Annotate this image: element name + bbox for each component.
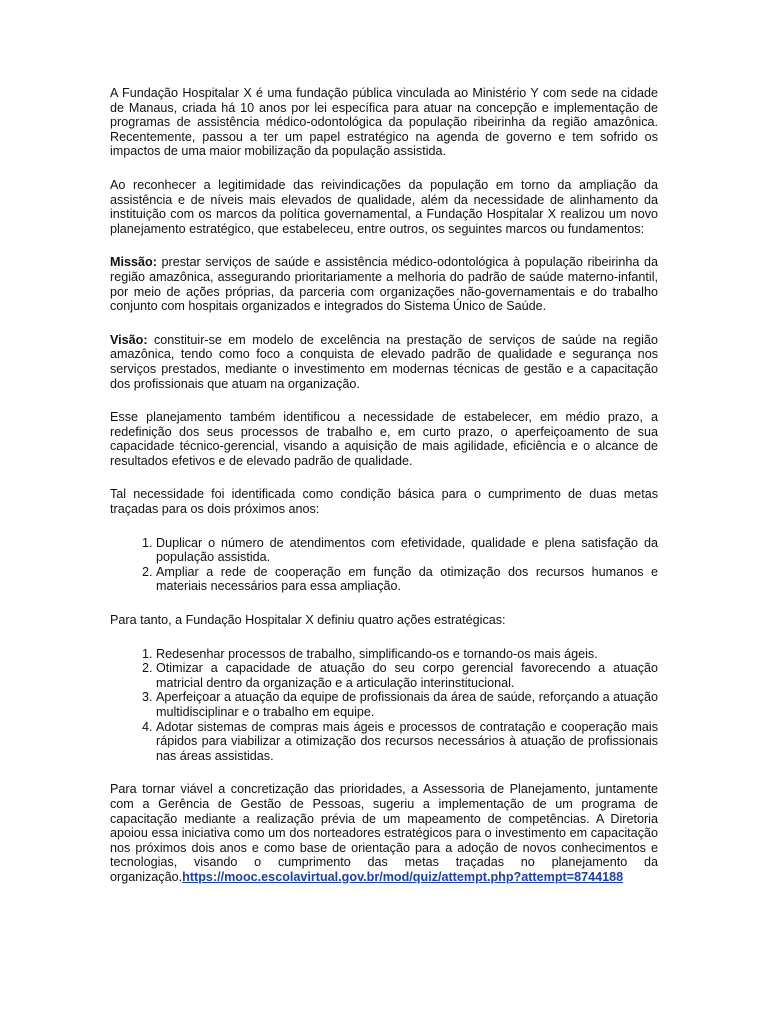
goals-list xyxy=(110,536,658,594)
list-item: 2. Otimizar a capacidade de atuação do seu corpo gerencial favorecendo a atuação matricial dentro da organização e a articulação interinstitucional. xyxy=(156,661,658,690)
vision-text: constituir-se em modelo de excelência na prestação de serviços de saúde na região amazônica, tendo como foco a conquista de elevado padrão de qualidade e segurança nos serviços prestados, mediante o investimento em modernas técnicas de gestão e a capacitação dos profissionais que atuam na organização. xyxy=(110,332,658,391)
actions-intro-paragraph: Para tanto, a Fundação Hospitalar X definiu quatro ações estratégicas: xyxy=(110,613,506,628)
mission-label: Missão: xyxy=(110,255,157,270)
list-item: 1. Duplicar o número de atendimentos com efetividade, qualidade e plena satisfação da população assistida. xyxy=(156,536,658,565)
goals-intro-paragraph: Tal necessidade foi identificada como condição básica para o cumprimento de duas metas traçadas para os dois próximos anos: xyxy=(110,487,658,517)
list-item: 3. Aperfeiçoar a atuação da equipe de profissionais da área de saúde, reforçando a atuação multidisciplinar e o trabalho em equipe. xyxy=(156,690,658,719)
document-body xyxy=(110,86,658,904)
list-item: 2. Ampliar a rede de cooperação em função da otimização dos recursos humanos e materiais necessários para essa ampliação. xyxy=(156,565,658,594)
list-item: 4. Adotar sistemas de compras mais ágeis e processos de contratação e cooperação mais rápidos para viabilizar a otimização dos recursos necessários à atuação de profissionais nas áreas assistidas. xyxy=(156,720,658,764)
vision-label: Visão: xyxy=(110,332,148,347)
actions-list xyxy=(110,647,658,764)
planning-paragraph: Ao reconhecer a legitimidade das reivindicações da população em torno da ampliação da assistência e de níveis mais elevados de qualidade, além da necessidade de alinhamento da instituição com os marcos da política governamental, a Fundação Hospitalar X realizou um novo planejamento estratégico, que estabeleceu, entre outros, os seguintes marcos ou fundamentos: xyxy=(110,177,658,236)
mission-paragraph xyxy=(110,255,658,313)
closing-text: Para tornar viável a concretização das prioridades, a Assessoria de Planejamento, juntamente com a Gerência de Gestão de Pessoas, sugeriu a implementação de um programa de capacitação mediante a realização prévia de um mapeamento de competências. A Diretoria apoiou essa iniciativa como um dos norteadores estratégicos para o investimento em capacitação nos próximos dois anos e como base de orientação para a adoção de novos conhecimentos e tecnologias, visando o cumprimento das metas traçadas no planejamento da organização. xyxy=(110,782,658,884)
list-item: 1. Redesenhar processos de trabalho, simplificando-os e tornando-os mais ágeis. xyxy=(156,647,658,662)
needs-paragraph: Esse planejamento também identificou a necessidade de estabelecer, em médio prazo, a redefinição dos seus processos de trabalho e, em curto prazo, o aperfeiçoamento de sua capacidade técnico-gerencial, visando a aquisição de mais agilidade, eficiência e o alcance de resultados efetivos e de elevado padrão de qualidade. xyxy=(110,410,658,468)
attempt-link[interactable]: https://mooc.escolavirtual.gov.br/mod/quiz/attempt.php?attempt=8744188 xyxy=(182,869,624,884)
intro-paragraph: A Fundação Hospitalar X é uma fundação pública vinculada ao Ministério Y com sede na cidade de Manaus, criada há 10 anos por lei específica para atuar na concepção e implementação de programas de assistência médico-odontológica da população ribeirinha da região amazônica. Recentemente, passou a ter um papel estratégico na agenda de governo e tem sofrido os impactos de uma maior mobilização da população assistida. xyxy=(110,86,658,159)
mission-text: prestar serviços de saúde e assistência médico-odontológica à população ribeirinha da região amazônica, assegurando prioritariamente a melhoria do padrão de saúde materno-infantil, por meio de ações próprias, da parceria com organizações não-governamentais e do trabalho conjunto com hospitais organizados e integrados do Sistema Único de Saúde. xyxy=(110,255,658,314)
vision-paragraph xyxy=(110,333,658,391)
closing-paragraph xyxy=(110,782,658,884)
